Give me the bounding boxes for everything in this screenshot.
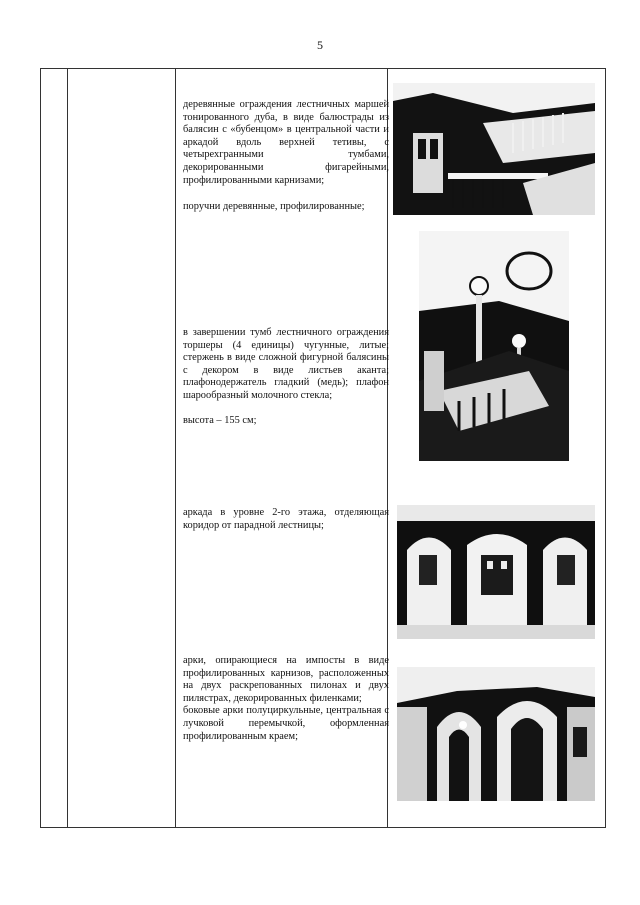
paragraph: поручни деревянные, профилированные; bbox=[183, 201, 365, 213]
page-number: 5 bbox=[317, 38, 323, 52]
column-divider bbox=[67, 69, 68, 827]
column-divider bbox=[175, 69, 176, 827]
paragraph: высота – 155 см; bbox=[183, 414, 257, 426]
photo-arches bbox=[397, 667, 595, 801]
paragraph: в завершении тумб лестничного ограждения торшеры (4 единицы) чугунные, литые; стержень в виде сложной фигурной балясины с декором в виде листьев аканта; плафонодержатель гладкий (медь); плафон шарообразный молочного стекла; bbox=[183, 327, 389, 401]
document-table bbox=[40, 68, 606, 828]
description-floor-lamps bbox=[183, 327, 389, 439]
description-arches bbox=[183, 655, 389, 755]
description-arcade bbox=[183, 507, 389, 544]
paragraph: деревянные ограждения лестничных маршей тонированного дуба, в виде балюстрады из балясин с «бубенцом» в центральной части и аркадой вдоль верхней тетивы, с четырехгранными тумбами, декорированными фигарейными, профилированными карнизами; bbox=[183, 99, 389, 186]
paragraph: арки, опирающиеся на импосты в виде профилированных карнизов, расположенных на двух раскрепованных пилонах и двух пилястрах, декорированных филенками; bbox=[183, 655, 389, 704]
photo-floor-lamp bbox=[419, 231, 569, 461]
paragraph: аркада в уровне 2-го этажа, отделяющая коридор от парадной лестницы; bbox=[183, 507, 389, 531]
paragraph: боковые арки полуциркульные, центральная с лучковой перемычкой, оформленная профилированным краем; bbox=[183, 705, 389, 742]
photo-staircase-railing bbox=[393, 83, 595, 215]
photo-arcade bbox=[397, 505, 595, 639]
description-staircase-railing bbox=[183, 99, 389, 226]
